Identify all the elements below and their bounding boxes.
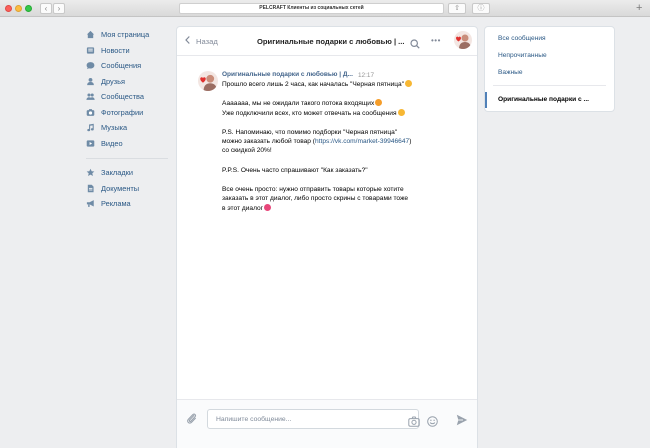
message-author[interactable]: Оригинальные подарки с любовью | Д... (222, 71, 353, 78)
filter-important[interactable]: Важные (498, 69, 523, 76)
sidebar-item-label: Сообщения (101, 61, 142, 71)
chevron-left-icon: ‹ (44, 4, 48, 13)
home-icon (86, 30, 95, 39)
share-icon: ⇧ (454, 5, 460, 12)
sidebar-item-bookmarks[interactable] (86, 165, 172, 181)
video-icon (86, 139, 95, 148)
laughing-emoji-icon (375, 99, 382, 106)
conversation-header (177, 27, 477, 56)
sidebar-item-messages[interactable] (86, 58, 172, 74)
megaphone-icon (86, 199, 95, 208)
star-icon (86, 168, 95, 177)
reader-button[interactable] (472, 3, 490, 14)
message-line (222, 204, 467, 213)
sidebar-item-label: Документы (101, 183, 140, 193)
sidebar-item-label: Закладки (101, 168, 133, 178)
message-line-text: P.P.S. Очень часто спрашивают "Как заказать?" (222, 166, 368, 174)
sidebar-item-label: Друзья (101, 76, 125, 86)
left-sidebar (86, 27, 172, 212)
message-composer (177, 399, 477, 448)
more-icon[interactable]: ••• (431, 36, 441, 45)
back-label: Назад (196, 36, 218, 46)
sidebar-item-ads[interactable] (86, 196, 172, 212)
sidebar-item-my-page[interactable] (86, 27, 172, 43)
message-line-text: в этот диалог (222, 204, 264, 212)
message-line (222, 99, 467, 108)
new-tab-button[interactable]: + (636, 2, 643, 14)
sidebar-item-label: Реклама (101, 199, 131, 209)
friends-icon (86, 77, 95, 86)
news-icon (86, 46, 95, 55)
filter-divider (493, 85, 606, 86)
sidebar-item-label: Музыка (101, 123, 128, 133)
messages-icon (86, 61, 95, 70)
message-line (222, 137, 467, 146)
conversation-filter-panel (485, 27, 614, 111)
hearts-emoji-icon (264, 204, 271, 211)
groups-icon (86, 92, 95, 101)
hand-emoji-icon (405, 80, 412, 87)
message-line (222, 185, 467, 194)
sidebar-item-news[interactable] (86, 43, 172, 59)
filter-all-messages[interactable]: Все сообщения (498, 35, 546, 42)
send-icon[interactable] (456, 413, 468, 431)
message-line (222, 194, 467, 203)
sidebar-item-label: Видео (101, 138, 123, 148)
share-button[interactable] (448, 3, 466, 14)
sidebar-item-friends[interactable] (86, 74, 172, 90)
message-line (222, 80, 467, 89)
filter-unread[interactable]: Непрочитанные (498, 52, 547, 59)
photo-icon (86, 108, 95, 117)
browser-back-button[interactable] (40, 3, 52, 14)
attach-icon[interactable] (186, 412, 197, 430)
message-line-text: ) (409, 138, 412, 146)
conversation-title[interactable]: Оригинальные подарки с любовью | ... (257, 37, 405, 46)
message-line (222, 166, 467, 175)
music-icon (86, 123, 95, 132)
browser-toolbar (0, 0, 650, 17)
sidebar-item-photos[interactable] (86, 105, 172, 121)
sidebar-item-label: Фотографии (101, 107, 144, 117)
header-avatar[interactable] (454, 31, 472, 49)
back-button[interactable] (185, 36, 218, 46)
camera-icon[interactable] (408, 414, 420, 432)
hand-emoji-icon (398, 109, 405, 116)
sidebar-item-documents[interactable] (86, 181, 172, 197)
zoom-window-button[interactable] (25, 5, 32, 12)
market-link[interactable]: https://vk.com/market-39946647 (314, 138, 410, 146)
browser-forward-button[interactable] (53, 3, 65, 14)
message-line (222, 128, 467, 137)
message-line-text: Уже подключили всех, кто может отвечать на сообщения (222, 109, 397, 117)
sidebar-item-music[interactable] (86, 120, 172, 136)
smile-icon[interactable] (427, 414, 438, 432)
info-icon: ⓘ (477, 5, 485, 12)
document-icon (86, 184, 95, 193)
minimize-window-button[interactable] (15, 5, 22, 12)
sidebar-item-video[interactable] (86, 136, 172, 152)
sidebar-item-label: Моя страница (101, 30, 150, 40)
chevron-left-icon (185, 36, 190, 46)
message-author-avatar[interactable] (198, 71, 218, 91)
message-text (222, 80, 467, 213)
message-line-text: со скидкой 20%! (222, 147, 272, 155)
message-input[interactable] (207, 409, 419, 429)
message-line (222, 146, 467, 155)
message-line-text: P.S. Напоминаю, что помимо подборки "Черная пятница" (222, 128, 398, 136)
message-line-text: Прошло всего лишь 2 часа, как началась "Черная пятница" (222, 81, 405, 88)
search-icon[interactable] (410, 36, 420, 54)
chevron-right-icon: › (57, 4, 61, 13)
conversation-panel (177, 27, 477, 448)
message-line-text: можно заказать любой товар ( (222, 138, 315, 146)
message-line-text: Ааааааа, мы не ожидали такого потока входящих (222, 100, 375, 108)
filter-current-conversation[interactable]: Оригинальные подарки с ... (485, 92, 614, 108)
message-line-text: заказать в этот диалог, либо просто скрины с товарами тоже (222, 195, 409, 203)
address-bar[interactable] (179, 3, 444, 14)
address-bar-title: PELCRAFT Клиенты из социальных сетей (259, 5, 364, 11)
sidebar-item-label: Новости (101, 45, 130, 55)
sidebar-divider (86, 158, 168, 159)
sidebar-item-groups[interactable] (86, 89, 172, 105)
message-line (222, 109, 467, 118)
message-line-text: Все очень просто: нужно отправить товары которые хотите (222, 186, 404, 194)
message-time: 12:17 (358, 71, 374, 79)
sidebar-item-label: Сообщества (101, 92, 144, 102)
close-window-button[interactable] (5, 5, 12, 12)
